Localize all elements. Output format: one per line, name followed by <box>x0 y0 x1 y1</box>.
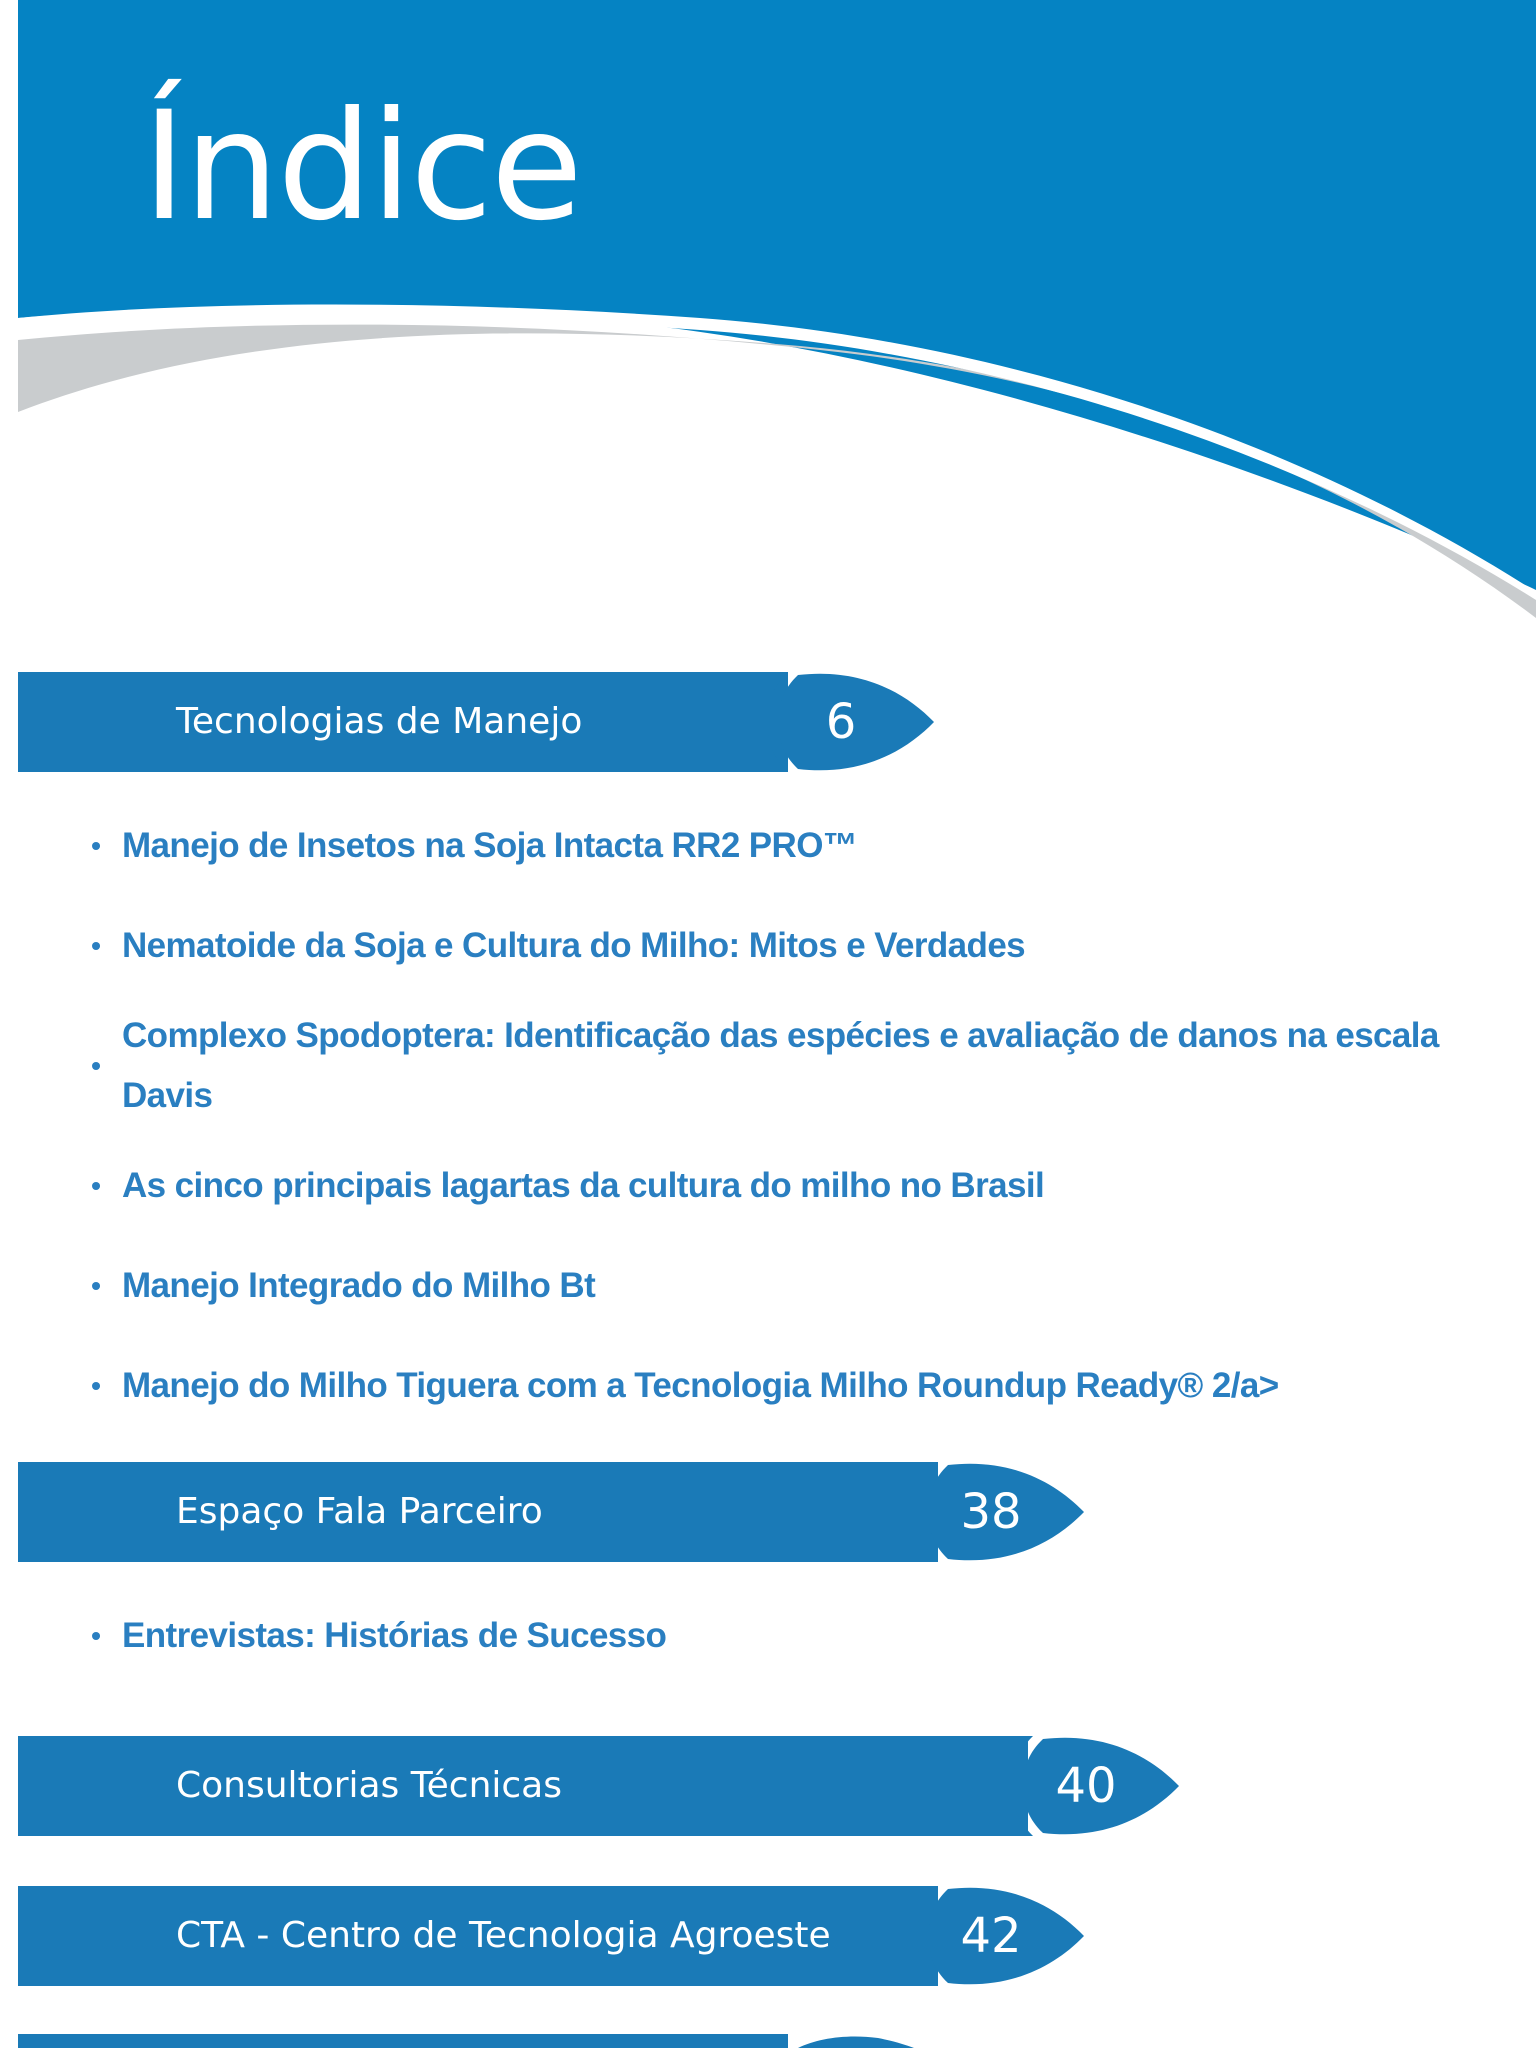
section-title: Espaço Fala Parceiro <box>176 1491 543 1532</box>
page-number-tab <box>908 1462 1088 1562</box>
list-item <box>0 1336 1536 1436</box>
page-number-tab <box>1003 1736 1183 1836</box>
page-number: 38 <box>960 1484 1022 1540</box>
bullet-icon: • <box>91 830 101 861</box>
toc-link[interactable]: Manejo do Milho Tiguera com a Tecnologia Milho Roundup Ready® 2/a> <box>122 1366 1279 1405</box>
bullet-icon: • <box>91 1620 101 1651</box>
list-item <box>0 1586 1536 1686</box>
bullet-icon: • <box>91 1170 101 1201</box>
bullet-icon: • <box>91 930 101 961</box>
list-item <box>0 1236 1536 1336</box>
bullet-icon: • <box>91 1270 101 1301</box>
page-number-tab <box>908 1886 1088 1986</box>
toc-link[interactable]: Nematoide da Soja e Cultura do Milho: Mitos e Verdades <box>122 926 1026 965</box>
section-title: Tecnologias de Manejo <box>176 701 583 742</box>
section-items-tecnologias-de-manejo <box>0 796 1536 1436</box>
section-title: Consultorias Técnicas <box>176 1765 562 1806</box>
section-bar-espaco-fala-parceiro[interactable] <box>18 1462 1098 1562</box>
bullet-icon: • <box>91 1370 101 1401</box>
list-item <box>0 996 1536 1136</box>
section-bar-cta[interactable] <box>18 1886 1098 1986</box>
section-bar-consultorias-tecnicas[interactable] <box>18 1736 1188 1836</box>
page-number: 40 <box>1055 1758 1117 1814</box>
toc-link[interactable]: Complexo Spodoptera: Identificação das espécies e avaliação de danos na escala Davis <box>122 1016 1439 1115</box>
page-number: 6 <box>825 694 857 750</box>
toc-link[interactable]: As cinco principais lagartas da cultura do milho no Brasil <box>122 1166 1045 1205</box>
list-item <box>0 896 1536 996</box>
toc-link[interactable]: Manejo Integrado do Milho Bt <box>122 1266 596 1305</box>
section-bar-next-partial <box>18 2034 918 2048</box>
bullet-icon: • <box>91 1050 101 1081</box>
section-title: CTA - Centro de Tecnologia Agroeste <box>176 1915 831 1956</box>
page-number: 42 <box>960 1908 1022 1964</box>
list-item <box>0 1136 1536 1236</box>
section-items-espaco-fala-parceiro <box>0 1586 1536 1686</box>
toc-link[interactable]: Entrevistas: Histórias de Sucesso <box>122 1616 667 1655</box>
section-band <box>18 2034 788 2048</box>
page-number-tab <box>758 672 938 772</box>
page-tab-shape <box>788 2034 918 2048</box>
list-item <box>0 796 1536 896</box>
toc-link[interactable]: Manejo de Insetos na Soja Intacta RR2 PRO™ <box>122 826 858 865</box>
section-bar-tecnologias-de-manejo[interactable] <box>18 672 938 772</box>
page-title: Índice <box>142 80 581 254</box>
